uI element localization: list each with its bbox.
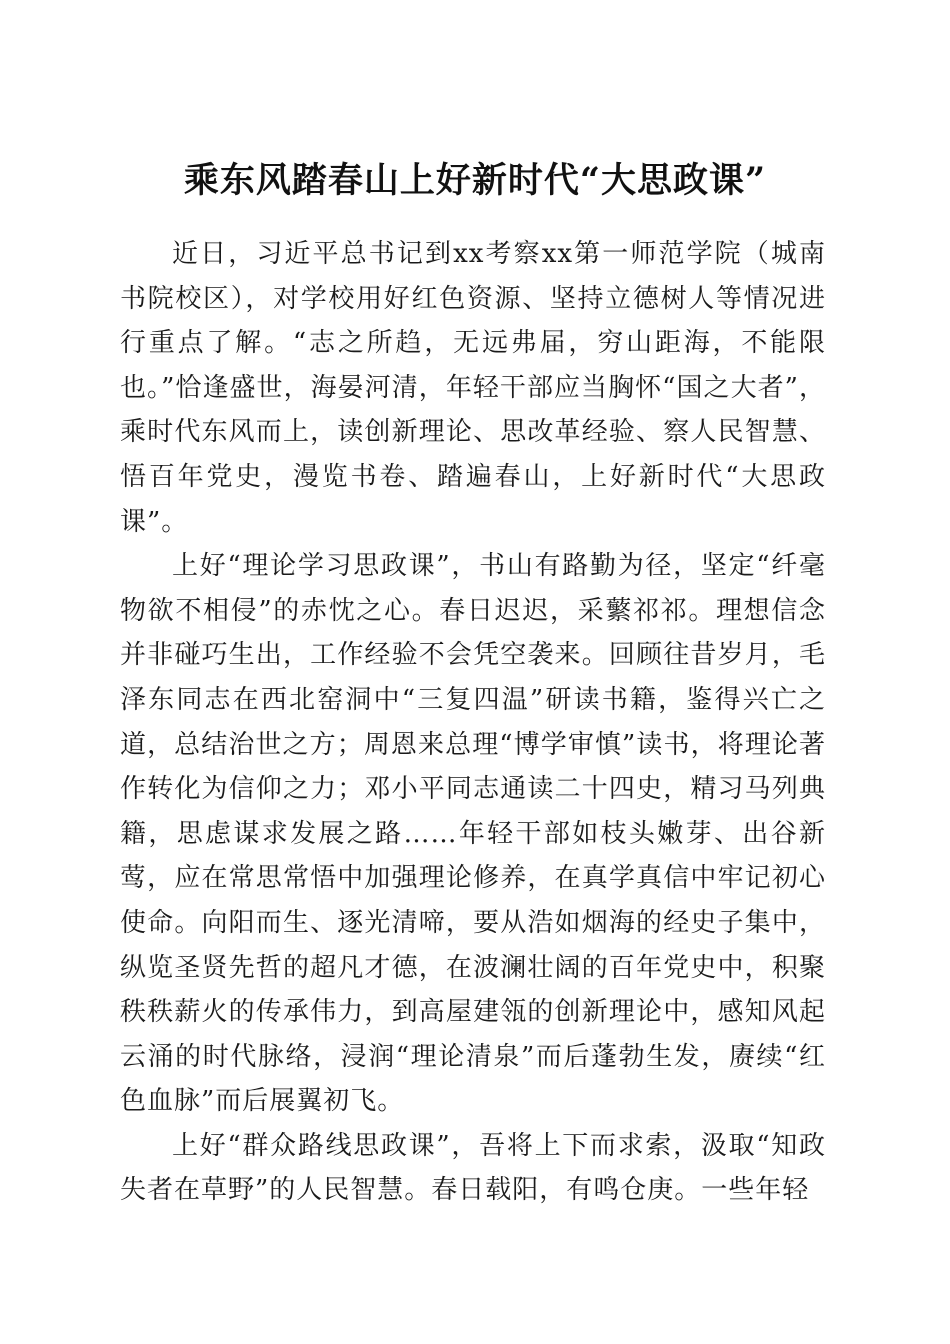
paragraph-1: 近日，习近平总书记到xx考察xx第一师范学院（城南书院校区），对学校用好红色资源、坚持立德树人等情况进行重点了解。“志之所趋，无远弗届，穷山距海，不能限也。”恰逢盛世，海晏河清，年轻干部应当胸怀“国之大者”，乘时代东风而上，读创新理论、思改革经验、察人民智慧、悟百年党史，漫览书卷、踏遍春山，上好新时代“大思政课”。: [120, 239, 826, 537]
document-body: [120, 232, 826, 1213]
paragraph-3: 上好“群众路线思政课”，吾将上下而求索，汲取“知政失者在草野”的人民智慧。春日载阳，有鸣仓庚。一些年轻: [120, 1130, 826, 1206]
paragraph-2: 上好“理论学习思政课”，书山有路勤为径，坚定“纤毫物欲不相侵”的赤忱之心。春日迟迟，采蘩祁祁。理想信念并非碰巧生出，工作经验不会凭空袭来。回顾往昔岁月，毛泽东同志在西北窑洞中“三复四温”研读书籍，鉴得兴亡之道，总结治世之方；周恩来总理“博学审慎”读书，将理论著作转化为信仰之力；邓小平同志通读二十四史，精习马列典籍，思虑谋求发展之路……年轻干部如枝头嫩芽、出谷新莺，应在常思常悟中加强理论修养，在真学真信中牢记初心使命。向阳而生、逐光清啼，要从浩如烟海的经史子集中，纵览圣贤先哲的超凡才德，在波澜壮阔的百年党史中，积聚秩秩薪火的传承伟力，到高屋建瓴的创新理论中，感知风起云涌的时代脉络，浸润“理论清泉”而后蓬勃生发，赓续“红色血脉”而后展翼初飞。: [120, 551, 826, 1117]
document-title: 乘东风踏春山上好新时代“大思政课”: [183, 160, 767, 202]
